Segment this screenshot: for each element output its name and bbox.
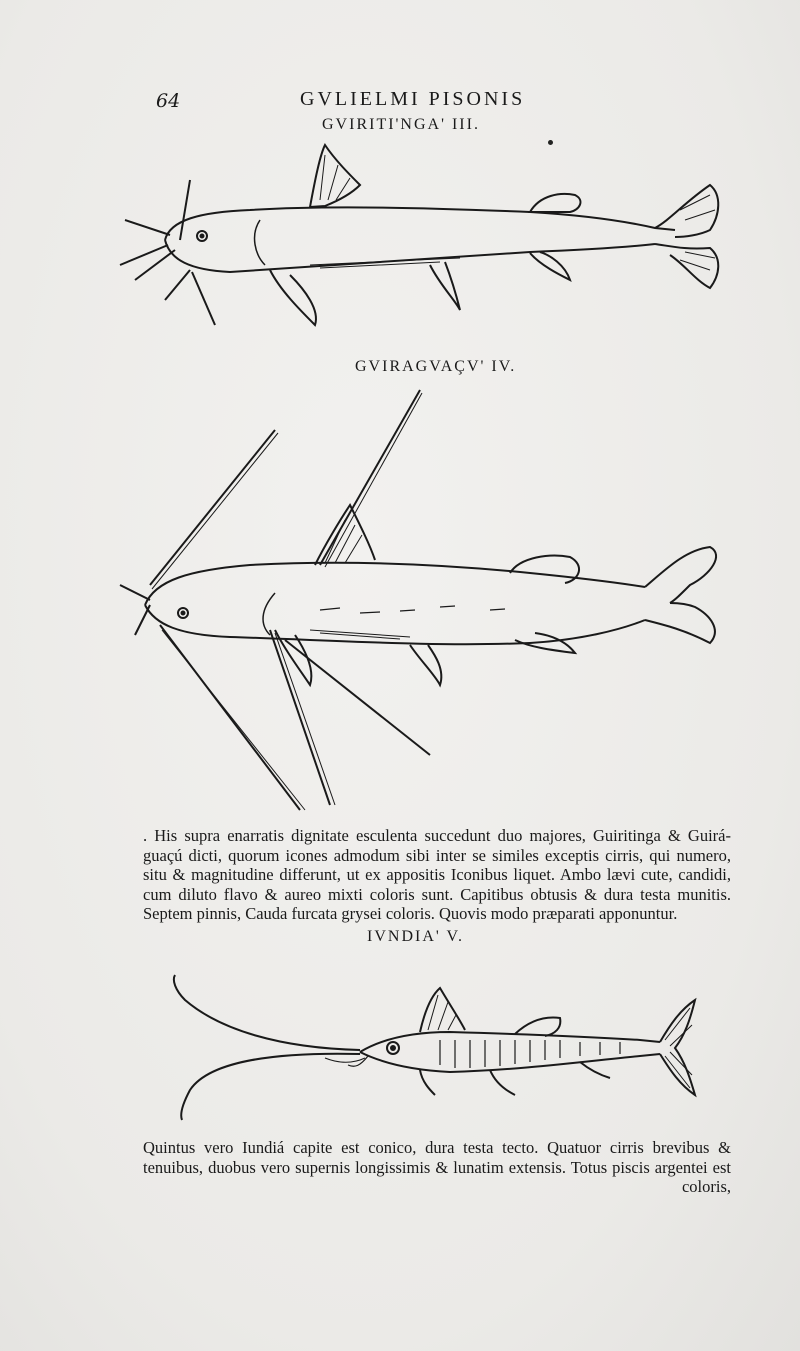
catfish-illustration-guiragvacu xyxy=(110,385,730,815)
paragraph-iundia xyxy=(143,1138,731,1197)
fish-illustration-iundia xyxy=(160,970,710,1130)
paragraph-line: situ & magnitudine differunt, ut ex appositis Iconibus liquet. Ambo lævi cute, candidi, xyxy=(143,865,731,884)
paragraph-line: Septem pinnis, Cauda furcata grysei coloris. Quovis modo præparati apponuntur. xyxy=(143,904,678,923)
running-head: GVLIELMI PISONIS xyxy=(300,88,526,110)
paragraph-line: . His supra enarratis dignitate esculenta succedunt duo majores, Guiritinga & Guirá- xyxy=(143,826,731,845)
page-number: 64 xyxy=(156,90,181,112)
paragraph-line: guaçú dicti, quorum icones admodum sibi inter se similes exceptis cirris, qui numero, xyxy=(143,845,731,865)
paragraph-line: cum diluto flavo & aureo mixti coloris sunt. Capitibus obtusis & dura testa munitis. xyxy=(143,884,731,904)
caption-iundia: IVNDIA' V. xyxy=(367,928,464,945)
caption-guiritinga: GVIRITI'NGA' III. xyxy=(322,116,480,133)
paragraph-line: coloris, xyxy=(681,1177,731,1196)
catfish-illustration-guiritinga xyxy=(110,140,730,355)
paragraph-line: Quintus vero Iundiá capite est conico, dura testa tecto. Quatuor cirris brevibus & xyxy=(143,1138,731,1157)
caption-guiragvacu: GVIRAGVAÇV' IV. xyxy=(355,358,517,375)
paragraph-line: tenuibus, duobus vero supernis longissimis & lunatim extensis. Totus piscis argentei est xyxy=(143,1157,731,1177)
page-header xyxy=(150,88,610,114)
paragraph-description xyxy=(143,826,731,924)
